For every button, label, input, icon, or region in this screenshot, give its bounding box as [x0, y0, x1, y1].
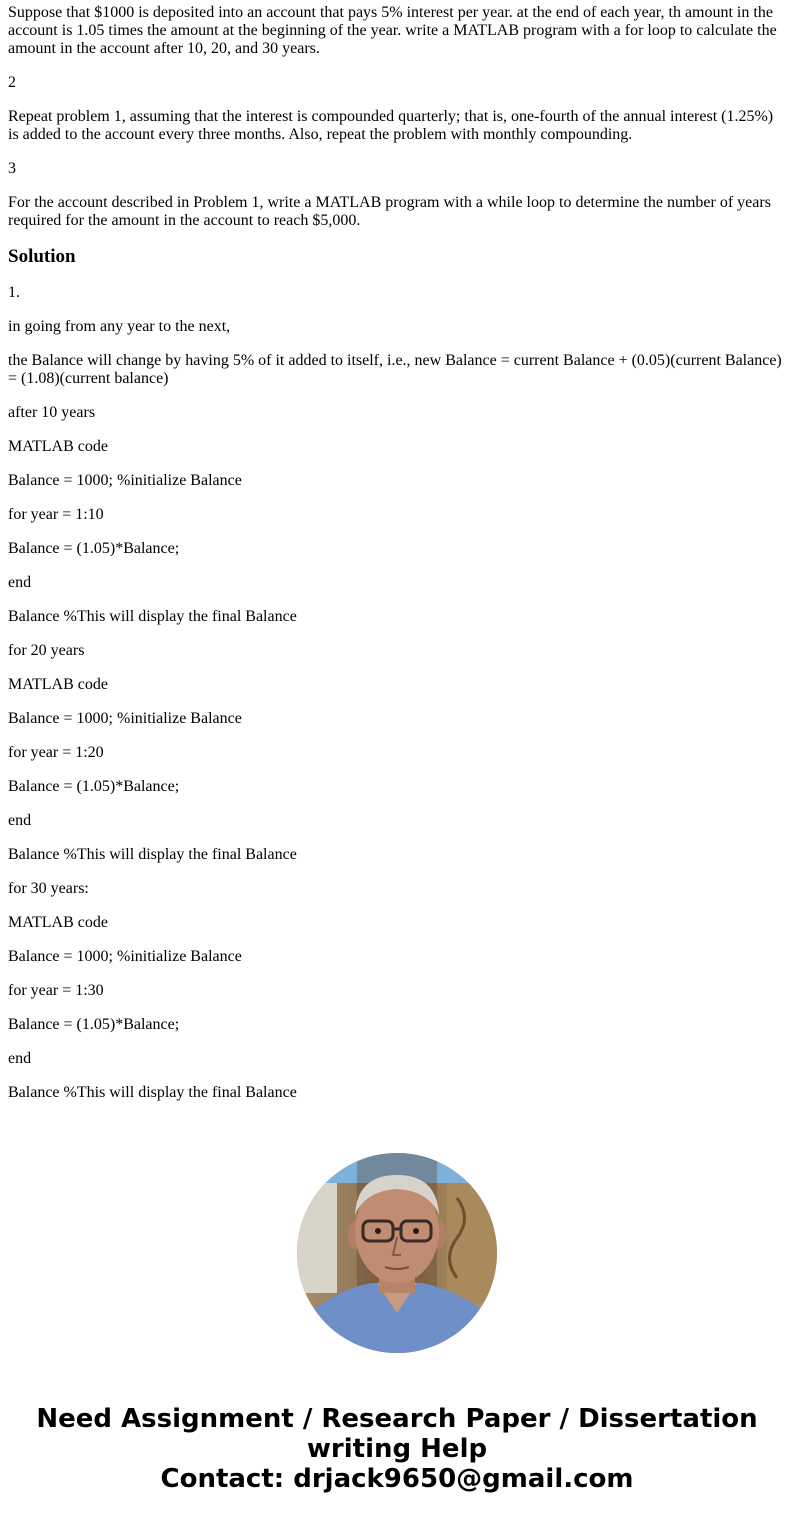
code-line: end — [8, 574, 32, 591]
code-line: Balance = 1000; %initialize Balance — [8, 948, 242, 965]
question-2-number: 2 — [8, 74, 16, 91]
banner-line-1: Need Assignment / Research Paper / Dissertation — [36, 1404, 758, 1434]
code-line: for year = 1:20 — [8, 744, 104, 761]
code-line: Balance %This will display the final Balance — [8, 608, 297, 625]
code-line: Balance = (1.05)*Balance; — [8, 1016, 180, 1033]
tutor-avatar — [297, 1153, 497, 1353]
code-line: Balance = 1000; %initialize Balance — [8, 710, 242, 727]
code-line: for year = 1:30 — [8, 982, 104, 999]
question-3-number: 3 — [8, 160, 16, 177]
question-3-text: For the account described in Problem 1, write a MATLAB program with a while loop to determine the number of years required for the amount in the account to reach $5,000. — [8, 194, 771, 229]
solution-line: after 10 years — [8, 404, 96, 421]
question-1-text: Suppose that $1000 is deposited into an account that pays 5% interest per year. at the end of each year, th amount in the account is 1.05 times the amount at the beginning of the year. write a MATLAB program with a for loop to calculate the amount in the account after 10, 20, and 30 years. — [8, 4, 777, 57]
banner-line-2: writing Help — [306, 1434, 488, 1464]
solution-line: the Balance will change by having 5% of it added to itself, i.e., new Balance = current Balance + (0.05)(current Balance) = (1.08)(current balance) — [8, 352, 782, 387]
solution-line: MATLAB code — [8, 676, 108, 693]
solution-line: in going from any year to the next, — [8, 318, 231, 335]
solution-line: MATLAB code — [8, 914, 108, 931]
code-line: end — [8, 1050, 32, 1067]
contact-banner — [0, 1404, 794, 1494]
solution-line: MATLAB code — [8, 438, 108, 455]
solution-line: 1. — [8, 284, 20, 301]
code-line: Balance = (1.05)*Balance; — [8, 778, 180, 795]
code-line: Balance %This will display the final Balance — [8, 846, 297, 863]
solution-line: for 20 years — [8, 642, 85, 659]
solution-line: for 30 years: — [8, 880, 89, 897]
code-line: Balance = (1.05)*Balance; — [8, 540, 180, 557]
code-line: end — [8, 812, 32, 829]
code-line: Balance %This will display the final Balance — [8, 1084, 297, 1101]
solution-heading: Solution — [8, 246, 76, 267]
code-line: Balance = 1000; %initialize Balance — [8, 472, 242, 489]
code-line: for year = 1:10 — [8, 506, 104, 523]
banner-contact-email: Contact: drjack9650@gmail.com — [160, 1464, 634, 1494]
question-2-text: Repeat problem 1, assuming that the interest is compounded quarterly; that is, one-fourth of the annual interest (1.25%) is added to the account every three months. Also, repeat the problem with monthly compounding. — [8, 108, 774, 143]
